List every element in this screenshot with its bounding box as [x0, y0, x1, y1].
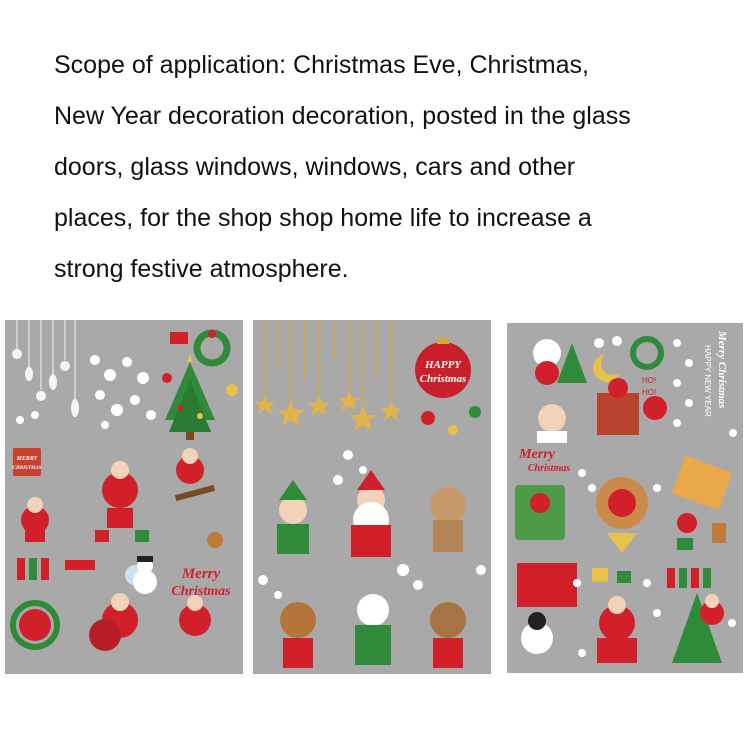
bow-icon [170, 332, 188, 344]
sticker-label: HAPPY NEW YEAR [703, 345, 712, 417]
hanging-stars [265, 320, 391, 405]
sheet-3-artwork [507, 323, 743, 673]
sticker-sheet-2 [253, 320, 491, 674]
description-line: strong festive atmosphere. [54, 255, 349, 283]
sheet-2-artwork [253, 320, 491, 674]
sticker-label: HAPPY [424, 359, 462, 371]
character-stickers [277, 470, 466, 668]
sticker-label: Christmas [171, 584, 231, 599]
description-line: New Year decoration decoration, posted in the glass [54, 102, 631, 130]
snowflakes [16, 355, 156, 429]
sticker-label: Christmas [527, 463, 571, 474]
scene-stickers [515, 456, 732, 663]
star-shapes [255, 390, 402, 431]
sticker-label: HO! [642, 388, 657, 397]
sticker-sheet-3 [507, 323, 743, 673]
santa-figures [13, 448, 215, 647]
sticker-label: Merry [181, 566, 221, 582]
description-line: Scope of application: Christmas Eve, Christmas, [54, 51, 589, 79]
hanging-ornaments [17, 320, 75, 400]
chimney-icon [597, 393, 639, 435]
sticker-label: HO! [642, 376, 657, 385]
description-line: doors, glass windows, windows, cars and other [54, 153, 576, 181]
sticker-label: Merry [519, 447, 555, 462]
product-description [54, 40, 734, 295]
sticker-label: Christmas [419, 373, 467, 385]
sticker-label: Merry Christmas [716, 331, 728, 409]
wreath-icon [633, 339, 661, 367]
merry-christmas-sign [13, 448, 41, 476]
sticker-label: MERRY [16, 456, 38, 462]
sticker-label: CHRISTMAS [12, 466, 42, 471]
description-line: places, for the shop shop home life to increase a [54, 204, 592, 232]
ornament-shapes [12, 349, 79, 417]
sheet-1-artwork [5, 320, 243, 674]
sticker-sheet-1 [5, 320, 243, 674]
